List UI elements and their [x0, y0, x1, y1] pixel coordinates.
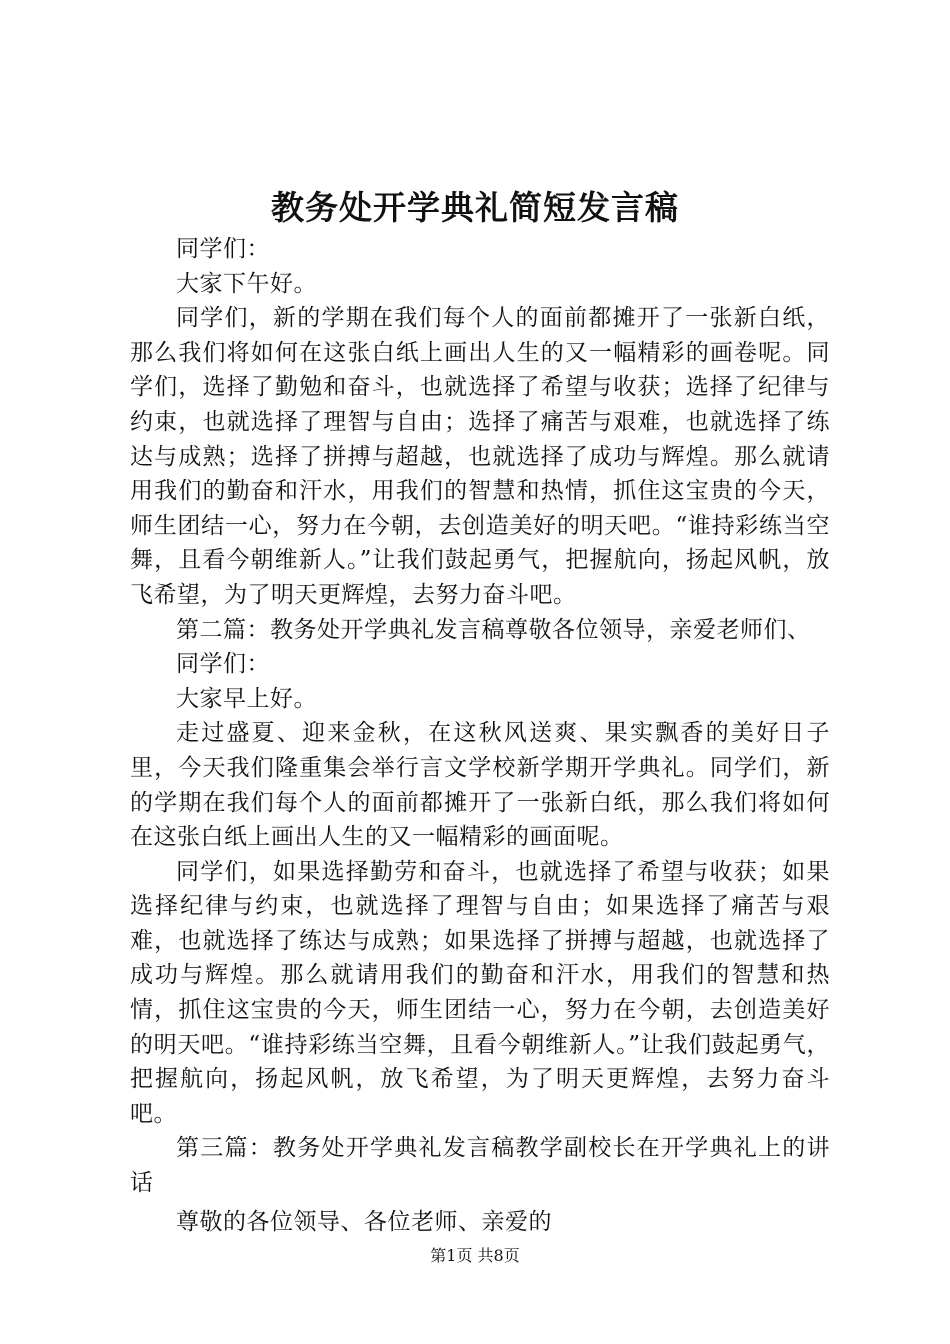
- paragraph-speech-2a: 走过盛夏、迎来金秋，在这秋风送爽、果实飘香的美好日子里，今天我们隆重集会举行言文学校新学期开学典礼。同学们，新的学期在我们每个人的面前都摊开了一张新白纸，那么我们将如何在这张白纸上画出人生的又一幅精彩的画面呢。: [130, 720, 830, 851]
- paragraph-greeting-3: 尊敬的各位领导、各位老师、亲爱的: [176, 1208, 552, 1235]
- document-title: 教务处开学典礼简短发言稿: [271, 188, 679, 227]
- paragraph-greeting-1: 同学们：: [176, 236, 270, 262]
- paragraph-greeting-2: 同学们：: [176, 651, 270, 678]
- paragraph-speech-2b: 同学们，如果选择勤劳和奋斗，也就选择了希望与收获；如果选择纪律与约束，也就选择了理智与自由；如果选择了痛苦与艰难，也就选择了练达与成熟；如果选择了拼搏与超越，也就选择了成功与辉煌。那么就请用我们的勤奋和汗水，用我们的智慧和热情，抓住这宝贵的今天，师生团结一心，努力在今朝，去创造美好的明天吧。“谁持彩练当空舞，且看今朝维新人。”让我们鼓起勇气，把握航向，扬起风帆，放飞希望，为了明天更辉煌，去努力奋斗吧。: [130, 858, 830, 1127]
- paragraph-heading-part-3: 第三篇：教务处开学典礼发言稿教学副校长在开学典礼上的讲话: [130, 1135, 830, 1197]
- paragraph-speech-1: 同学们，新的学期在我们每个人的面前都摊开了一张新白纸，那么我们将如何在这张白纸上画出人生的又一幅精彩的画卷呢。同学们，选择了勤勉和奋斗，也就选择了希望与收获；选择了纪律与约束，也就选择了理智与自由；选择了痛苦与艰难，也就选择了练达与成熟；选择了拼搏与超越，也就选择了成功与辉煌。那么就请用我们的勤奋和汗水，用我们的智慧和热情，抓住这宝贵的今天，师生团结一心，努力在今朝，去创造美好的明天吧。“谁持彩练当空舞，且看今朝维新人。”让我们鼓起勇气，把握航向，扬起风帆，放飞希望，为了明天更辉煌，去努力奋斗吧。: [130, 305, 830, 608]
- document-body: [130, 232, 830, 1239]
- page-footer: 第1页 共8页: [430, 1246, 520, 1265]
- paragraph-salutation-1: 大家下午好。: [176, 270, 317, 297]
- paragraph-salutation-2: 大家早上好。: [176, 685, 317, 712]
- paragraph-heading-part-2: 第二篇：教务处开学典礼发言稿尊敬各位领导，亲爱老师们、: [176, 616, 811, 643]
